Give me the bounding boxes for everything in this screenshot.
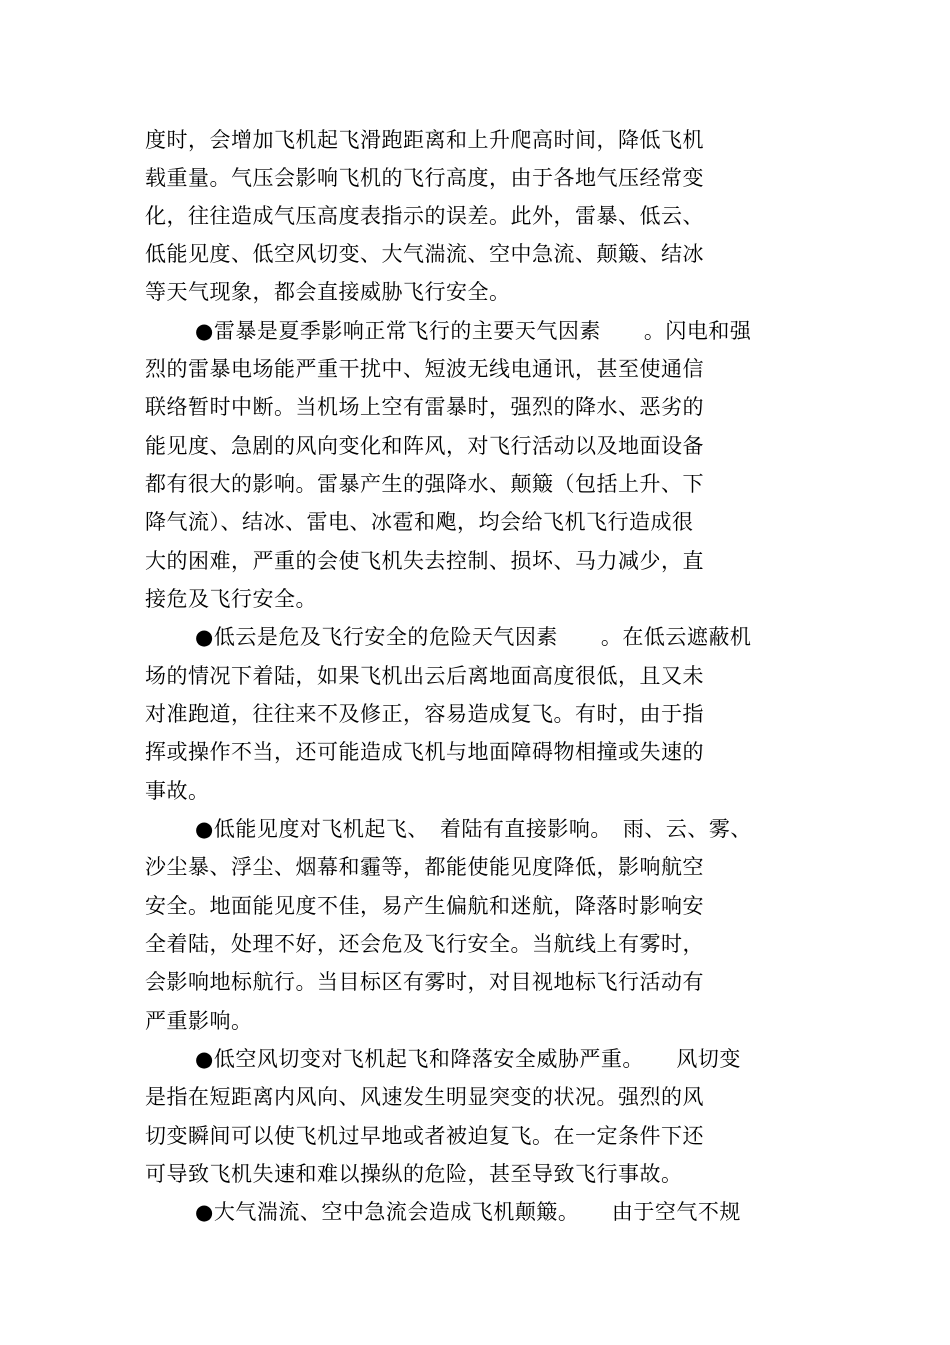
- bullet-paragraph-start: ●低空风切变对飞机起飞和降落安全威胁严重。 风切变: [195, 1047, 741, 1071]
- text-line: 载重量。气压会影响飞机的飞行高度，由于各地气压经常变: [145, 166, 704, 190]
- text-line: 安全。地面能见度不佳，易产生偏航和迷航，降落时影响安: [145, 894, 704, 918]
- text-line: 烈的雷暴电场能严重干扰中、短波无线电通讯，甚至使通信: [145, 357, 704, 381]
- bullet-paragraph-start: ●低云是危及飞行安全的危险天气因素 。在低云遮蔽机: [195, 625, 752, 649]
- text-line: 事故。: [145, 779, 210, 803]
- text-line: 全着陆，处理不好，还会危及飞行安全。当航线上有雾时，: [145, 932, 704, 956]
- text-line: 联络暂时中断。当机场上空有雷暴时，强烈的降水、恶劣的: [145, 395, 704, 419]
- text-line: 会影响地标航行。当目标区有雾时，对目视地标飞行活动有: [145, 970, 704, 994]
- bullet-paragraph-start: ●雷暴是夏季影响正常飞行的主要天气因素 。闪电和强: [195, 319, 752, 343]
- text-line: 化，往往造成气压高度表指示的误差。此外，雷暴、低云、: [145, 204, 704, 228]
- text-line: 沙尘暴、浮尘、烟幕和霾等，都能使能见度降低，影响航空: [145, 855, 704, 879]
- bullet-paragraph-start: ●低能见度对飞机起飞、 着陆有直接影响。 雨、云、雾、: [195, 817, 752, 841]
- text-line: 切变瞬间可以使飞机过早地或者被迫复飞。在一定条件下还: [145, 1124, 704, 1148]
- text-line: 度时，会增加飞机起飞滑跑距离和上升爬高时间，降低飞机: [145, 128, 704, 152]
- text-line: 等天气现象，都会直接威胁飞行安全。: [145, 280, 511, 304]
- text-line: 挥或操作不当，还可能造成飞机与地面障碍物相撞或失速的: [145, 740, 704, 764]
- text-line: 对准跑道，往往来不及修正，容易造成复飞。有时，由于指: [145, 702, 704, 726]
- text-line: 都有很大的影响。雷暴产生的强降水、颠簸（包括上升、下: [145, 472, 704, 496]
- text-line: 可导致飞机失速和难以操纵的危险，甚至导致飞行事故。: [145, 1162, 683, 1186]
- text-line: 大的困难，严重的会使飞机失去控制、损坏、马力减少，直: [145, 549, 704, 573]
- text-line: 严重影响。: [145, 1009, 253, 1033]
- text-line: 是指在短距离内风向、风速发生明显突变的状况。强烈的风: [145, 1085, 704, 1109]
- text-line: 场的情况下着陆，如果飞机出云后离地面高度很低，且又未: [145, 664, 704, 688]
- bullet-paragraph-start: ●大气湍流、空中急流会造成飞机颠簸。 由于空气不规: [195, 1200, 741, 1224]
- text-line: 接危及飞行安全。: [145, 587, 317, 611]
- text-line: 能见度、急剧的风向变化和阵风，对飞行活动以及地面设备: [145, 434, 704, 458]
- text-line: 低能见度、低空风切变、大气湍流、空中急流、颠簸、结冰: [145, 242, 704, 266]
- text-line: 降气流）、结冰、雷电、冰雹和飑，均会给飞机飞行造成很: [145, 510, 694, 534]
